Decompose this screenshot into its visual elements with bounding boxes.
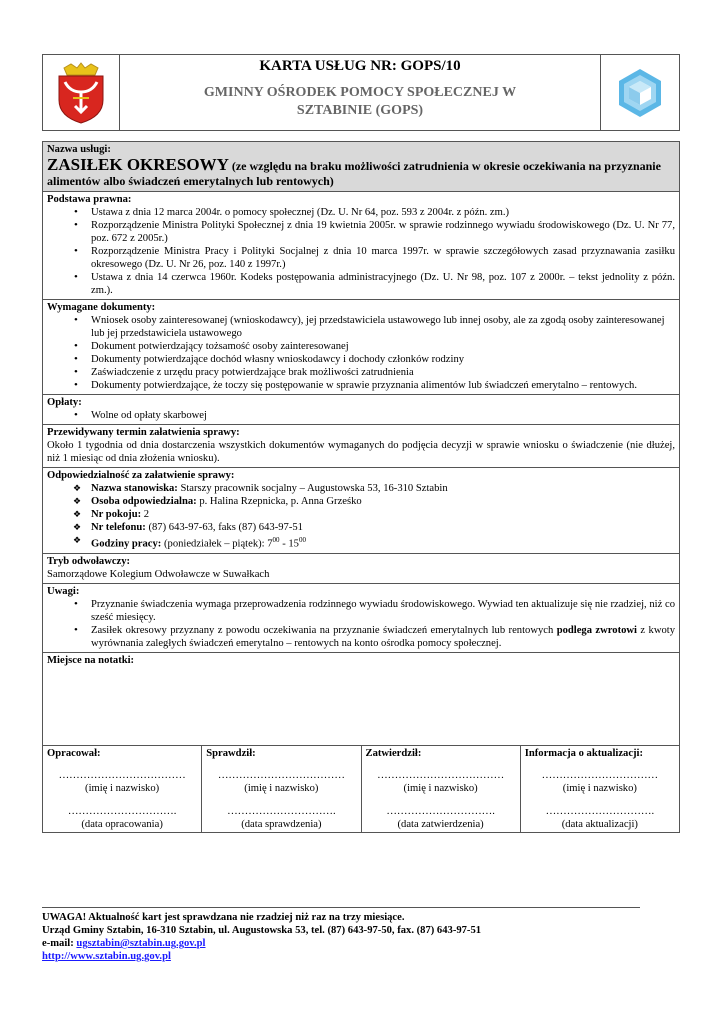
- card-title: KARTA USŁUG NR: GOPS/10: [259, 58, 461, 74]
- working-hours-row: ❖ Godziny pracy: (poniedziałek – piątek): $7^{00} - 15^{00}$: [91, 534, 675, 551]
- signature-update-info: Informacja o aktualizacji: …………………………… (imię i nazwisko) …………………………. (data aktualizacji): [520, 746, 679, 832]
- required-documents-section: Wymagane dokumenty: • Wniosek osoby zainteresowanej (wnioskodawcy), jej przedstawiciela ustawowego lub innej osoby, ale za zgodą osoby zainteresowanej lub jej przedstawiciela ustawowego • Dokument potwierdzający tożsamość osoby zainteresowanej • Dokumenty potwierdzające dochód własny wnioskodawcy i dochody członków rodziny • Zaświadczenie z urzędu pracy potwierdzające brak możliwości zatrudnienia • Dokumenty potwierdzające, że toczy się postępowanie w sprawie przyznania alimentów lub świadczeń emerytalno – rentowych.: [43, 299, 679, 394]
- gops-logo: [600, 55, 679, 130]
- appeal-section: Tryb odwoławczy: Samorządowe Kolegium Odwoławcze w Suwałkach: [43, 553, 679, 583]
- room-number-row: ❖ Nr pokoju: 2: [91, 508, 675, 521]
- list-item: • Ustawa z dnia 14 czerwca 1960r. Kodeks postępowania administracyjnego (Dz. U. Nr 98, poz. 107 z 2000r. – tekst jednolity z późn. zm.).: [91, 271, 675, 297]
- crest-icon: [55, 62, 107, 124]
- signature-checked: Sprawdził: ……………………………… (imię i nazwisko) …………………………. (data sprawdzenia): [201, 746, 360, 832]
- signature-prepared: Opracował: ……………………………… (imię i nazwisko) …………………………. (data opracowania): [47, 747, 186, 830]
- appeal-text: Samorządowe Kolegium Odwoławcze w Suwałkach: [47, 568, 270, 580]
- remarks-section: Uwagi: • Przyznanie świadczenia wymaga przeprowadzenia rodzinnego wywiadu środowiskowego. Wywiad ten aktualizuje się nie rzadziej, niż co sześć miesięcy. • Zasiłek okresowy przyznany z powodu oczekiwania na przyznanie świadczeń emerytalnych lub rentowych podlega zwrotowi z kwoty wyrównania zaległych świadczeń emerytalno – rentowych na konto ośrodka pomocy społecznej.: [43, 583, 679, 652]
- footer-email-row: e-mail: ugsztabin@sztabin.ug.gov.pl: [42, 938, 206, 949]
- email-link[interactable]: ugsztabin@sztabin.ug.gov.pl: [76, 938, 206, 949]
- service-name-section: Nazwa usługi: ZASIŁEK OKRESOWY (ze względu na braku możliwości zatrudnienia w okresie oczekiwania na przyznanie alimentów albo świadczeń emerytalnych lub rentowych): [43, 142, 679, 191]
- footer-warning: UWAGA! Aktualność kart jest sprawdzana nie rzadziej niż raz na trzy miesiące.: [42, 912, 405, 923]
- responsible-person-row: ❖ Osoba odpowiedzialna: p. Halina Rzepnicka, p. Anna Grześko: [91, 495, 675, 508]
- list-item: • Dokumenty potwierdzające dochód własny wnioskodawcy i dochody członków rodziny: [91, 353, 675, 366]
- signature-approved: Zatwierdził: ……………………………… (imię i nazwisko) …………………………. (data zatwierdzenia): [361, 746, 520, 832]
- phone-row: ❖ Nr telefonu: (87) 643-97-63, faks (87) 643-97-51: [91, 521, 675, 534]
- list-item: • Rozporządzenie Ministra Polityki Społecznej z dnia 19 kwietnia 2005r. w sprawie rodzinnego wywiadu środowiskowego (Dz. U. Nr 77, poz. 672 z 2005r.): [91, 219, 675, 245]
- notes-section[interactable]: Miejsce na notatki:: [43, 652, 679, 745]
- list-item: • Zaświadczenie z urzędu pracy potwierdzające brak możliwości zatrudnienia: [91, 366, 675, 379]
- footer-address: Urząd Gminy Sztabin, 16-310 Sztabin, ul. Augustowska 53, tel. (87) 643-97-50, fax. (87) 643-97-51: [42, 925, 482, 936]
- deadline-text: Około 1 tygodnia od dnia dostarczenia wszystkich dokumentów wymaganych do podjęcia decyzji w sprawie wniosku o świadczenie (nie dłużej, niż 1 miesiąc od dnia złożenia wniosku).: [47, 440, 675, 464]
- list-item: • Ustawa z dnia 12 marca 2004r. o pomocy społecznej (Dz. U. Nr 64, poz. 593 z 2004r. z późn. zm.): [91, 206, 675, 219]
- service-card: [42, 54, 680, 833]
- service-details-table: [42, 141, 680, 833]
- card-header: [42, 54, 680, 131]
- legal-basis-section: Podstawa prawna: • Ustawa z dnia 12 marca 2004r. o pomocy społecznej (Dz. U. Nr 64, poz. 593 z 2004r. z późn. zm.) • Rozporządzenie Ministra Polityki Społecznej z dnia 19 kwietnia 2005r. w sprawie rodzinnego wywiadu środowiskowego (Dz. U. Nr 77, poz. 672 z 2005r.) • Rozporządzenie Ministra Pracy i Polityki Socjalnej z dnia 10 marca 1997r. w sprawie szczegółowych zasad przyznawania zasiłku okresowego (Dz. U. Nr 26, poz. 140 z 1997r.) • Ustawa z dnia 14 czerwca 1960r. Kodeks postępowania administracyjnego (Dz. U. Nr 98, poz. 107 z 2000r. – tekst jednolity z późn. zm.).: [43, 191, 679, 299]
- responsibility-section: Odpowiedzialność za załatwienie sprawy: ❖ Nazwa stanowiska: Starszy pracownik socjalny – Augustowska 53, 16-310 Sztabin ❖ Osoba odpowiedzialna: p. Halina Rzepnicka, p. Anna Grześko ❖ Nr pokoju: 2 ❖ Nr telefonu: (87) 643-97-63, faks (87) 643-97-51 ❖ Godziny pracy: (poniedziałek – piątek): $7^{00} - 15^{00}$: [43, 467, 679, 553]
- municipality-crest: [43, 55, 120, 130]
- office-name: GMINNY OŚRODEK POMOCY SPOŁECZNEJ W SZTABINIE (GOPS): [203, 85, 517, 118]
- list-item: • Zasiłek okresowy przyznany z powodu oczekiwania na przyznanie świadczeń emerytalnych lub rentowych podlega zwrotowi z kwoty wyrównania zaległych świadczeń emerytalno – rentowych na konto ośrodka pomocy społecznej.: [91, 624, 675, 650]
- signatures-row: [43, 745, 679, 832]
- deadline-section: Przewidywany termin załatwienia sprawy: Około 1 tygodnia od dnia dostarczenia wszystkich dokumentów wymaganych do podjęcia decyzji w sprawie wniosku o świadczenie (nie dłużej, niż 1 miesiąc od dnia złożenia wniosku).: [43, 424, 679, 467]
- website-link[interactable]: http://www.sztabin.ug.gov.pl: [42, 951, 171, 962]
- list-item: • Przyznanie świadczenia wymaga przeprowadzenia rodzinnego wywiadu środowiskowego. Wywiad ten aktualizuje się nie rzadziej, niż co sześć miesięcy.: [91, 598, 675, 624]
- list-item: • Dokumenty potwierdzające, że toczy się postępowanie w sprawie przyznania alimentów lub świadczeń emerytalno – rentowych.: [91, 379, 675, 392]
- list-item: • Wolne od opłaty skarbowej: [91, 409, 675, 422]
- fees-section: Opłaty: • Wolne od opłaty skarbowej: [43, 394, 679, 424]
- list-item: • Rozporządzenie Ministra Pracy i Polityki Socjalnej z dnia 10 marca 1997r. w sprawie szczegółowych zasad przyznawania zasiłku okresowego (Dz. U. Nr 26, poz. 140 z 1997r.): [91, 245, 675, 271]
- list-item: • Wniosek osoby zainteresowanej (wnioskodawcy), jej przedstawiciela ustawowego lub innej osoby, ale za zgodą osoby zainteresowanej lub jej przedstawiciela ustawowego: [91, 314, 675, 340]
- list-item: • Dokument potwierdzający tożsamość osoby zainteresowanej: [91, 340, 675, 353]
- service-name-description: (ze względu na braku możliwości zatrudnienia w okresie oczekiwania na przyznanie alimentów albo świadczeń emerytalnych lub rentowych): [47, 159, 661, 188]
- service-name: ZASIŁEK OKRESOWY: [47, 155, 229, 174]
- page-footer: [42, 907, 640, 963]
- hexagon-logo-icon: [616, 67, 664, 119]
- position-row: ❖ Nazwa stanowiska: Starszy pracownik socjalny – Augustowska 53, 16-310 Sztabin: [91, 482, 675, 495]
